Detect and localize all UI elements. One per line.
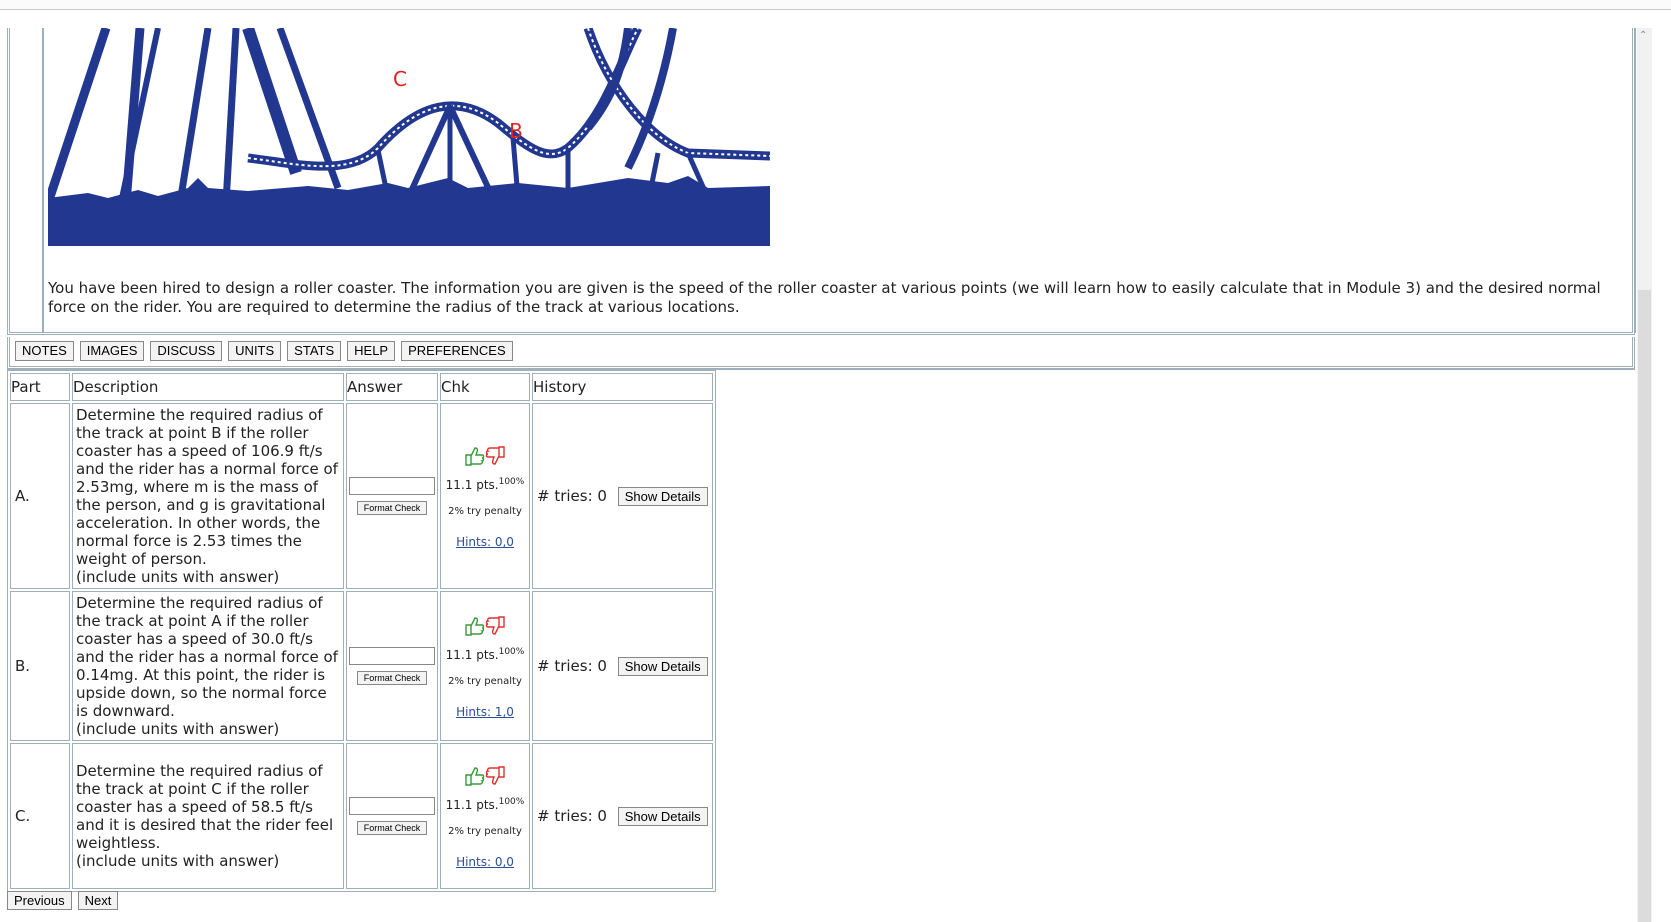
answer-cell [346,743,438,889]
format-check-button[interactable]: Format Check [357,821,428,835]
history-header: History [532,373,713,401]
description-text: Determine the required radius of the track at point B if the roller coaster has a speed of 106.9 ft/s and the rider has a normal force of 2.53mg, where m is the mass of the person, and g is gravitational acceleration. In other words, the normal force is 2.53 times the weight of person. [76,406,338,568]
table-row [10,591,713,741]
table-header-row [10,373,713,401]
history-cell [532,591,713,741]
format-check-button[interactable]: Format Check [357,501,428,515]
part-label: A. [10,403,70,589]
hints-link[interactable]: Hints: 0,0 [456,855,514,869]
answer-input[interactable] [349,797,435,815]
percent-value: 100% [498,647,525,657]
toolbar [15,341,513,361]
format-check-button[interactable]: Format Check [357,671,428,685]
problem-statement: You have been hired to design a roller coaster. The information you are given is the speed of the roller coaster at various points (we will learn how to easily calculate that in Module 3) and the desired normal force on the rider. You are required to determine the radius of the track at various locations. [48,279,1601,316]
images-button[interactable]: IMAGES [80,341,145,361]
discuss-button[interactable]: DISCUSS [150,341,222,361]
history-cell [532,403,713,589]
table-row [10,403,713,589]
scroll-thumb[interactable] [1638,290,1651,922]
thumbs-up-down-icon [462,763,508,789]
history-cell [532,743,713,889]
penalty-text: 2% try penalty [448,506,522,517]
scroll-up-arrow-icon[interactable]: ⌃ [1639,30,1648,41]
description-text: Determine the required radius of the track at point C if the roller coaster has a speed of 58.5 ft/s and it is desired that the rider feel weightless. [76,762,334,852]
point-c-label: C [393,67,407,91]
parts-table [7,370,716,892]
notes-button[interactable]: NOTES [15,341,74,361]
vertical-scrollbar[interactable] [1637,28,1652,922]
help-button[interactable]: HELP [347,341,395,361]
show-details-button[interactable]: Show Details [618,487,708,506]
penalty-text: 2% try penalty [448,676,522,687]
tries-count: # tries: 0 [537,486,607,505]
units-note: (include units with answer) [76,720,280,738]
units-note: (include units with answer) [76,852,280,870]
stats-button[interactable]: STATS [287,341,341,361]
units-button[interactable]: UNITS [228,341,281,361]
answer-cell [346,403,438,589]
chk-cell [440,591,530,741]
chk-cell [440,403,530,589]
hints-link[interactable]: Hints: 0,0 [456,535,514,549]
percent-value: 100% [498,797,525,807]
tries-count: # tries: 0 [537,656,607,675]
table-row [10,743,713,889]
page-navigation [7,891,118,910]
chk-cell [440,743,530,889]
previous-button[interactable]: Previous [7,891,72,910]
points-value: 11.1 pts. [445,478,499,492]
part-description [72,743,344,889]
thumbs-up-down-icon [462,443,508,469]
answer-header: Answer [346,373,438,401]
roller-coaster-figure [48,28,770,262]
description-header: Description [72,373,344,401]
answer-cell [346,591,438,741]
answer-input[interactable] [349,477,435,495]
part-label: C. [10,743,70,889]
points-value: 11.1 pts. [445,648,499,662]
part-label: B. [10,591,70,741]
points-text [441,477,529,492]
percent-value: 100% [498,477,525,487]
chk-header: Chk [440,373,530,401]
description-text: Determine the required radius of the track at point A if the roller coaster has a speed of 30.0 ft/s and the rider has a normal force of 0.14mg. At this point, the rider is upside down, so the normal force is downward. [76,594,338,720]
points-value: 11.1 pts. [445,798,499,812]
show-details-button[interactable]: Show Details [618,807,708,826]
point-b-label: B [509,119,523,143]
browser-top-bar [0,0,1671,10]
units-note: (include units with answer) [76,568,280,586]
points-text [441,797,529,812]
show-details-button[interactable]: Show Details [618,657,708,676]
answer-input[interactable] [349,647,435,665]
tries-count: # tries: 0 [537,806,607,825]
preferences-button[interactable]: PREFERENCES [401,341,513,361]
part-description [72,403,344,589]
hints-link[interactable]: Hints: 1,0 [456,705,514,719]
thumbs-up-down-icon [462,613,508,639]
points-text [441,647,529,662]
penalty-text: 2% try penalty [448,826,522,837]
next-button[interactable]: Next [78,891,119,910]
part-header: Part [10,373,70,401]
part-description [72,591,344,741]
